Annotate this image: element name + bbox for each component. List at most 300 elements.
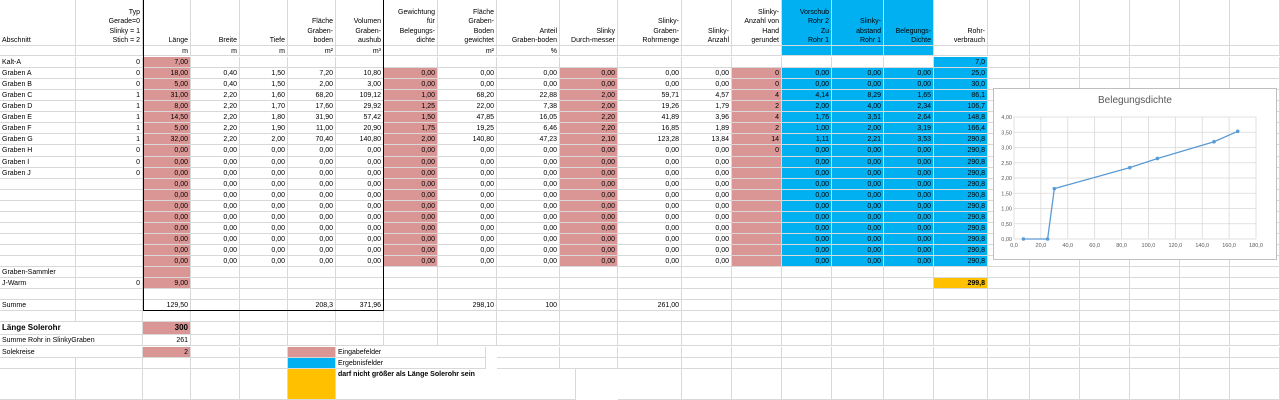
empty-cell[interactable] [1130,322,1180,335]
empty-cell[interactable] [884,46,934,56]
header-abstand[interactable] [832,0,884,46]
empty-cell[interactable] [1130,358,1180,369]
data-cell[interactable]: 0,00 [560,201,618,212]
data-cell[interactable]: 0 [76,157,143,168]
empty-cell[interactable] [1180,289,1230,300]
data-cell[interactable]: 0,00 [832,201,884,212]
data-cell[interactable] [732,234,782,245]
data-cell[interactable]: 5,00 [143,79,191,90]
empty-cell[interactable] [1030,322,1080,335]
data-cell[interactable]: 0,00 [438,168,497,179]
unit-breite[interactable]: m [191,46,240,56]
empty-cell[interactable] [682,311,732,322]
data-cell[interactable] [732,212,782,223]
empty-cell[interactable] [884,278,934,289]
row-label[interactable]: Graben F [0,123,76,134]
data-cell[interactable] [438,57,497,68]
data-cell[interactable]: 0,00 [497,256,560,267]
data-cell[interactable]: 0,00 [782,68,832,79]
empty-cell[interactable] [0,289,76,300]
empty-cell[interactable] [988,300,1030,311]
data-cell[interactable] [1180,68,1230,79]
data-cell[interactable]: 0,00 [336,201,384,212]
empty-cell[interactable] [732,369,782,400]
data-cell[interactable]: 0,00 [438,79,497,90]
data-cell[interactable]: 0,00 [336,168,384,179]
row-label[interactable] [0,245,76,256]
empty-cell[interactable] [76,311,143,322]
unit-flaeche[interactable]: m² [288,46,336,56]
data-cell[interactable]: 0,00 [884,223,934,234]
empty-cell[interactable] [934,358,988,369]
data-cell[interactable]: 2,00 [384,134,438,145]
data-cell[interactable]: 0,00 [288,201,336,212]
empty-cell[interactable] [988,289,1030,300]
empty-cell[interactable] [1180,267,1230,278]
data-cell[interactable]: 0,00 [497,79,560,90]
data-cell[interactable]: 0,00 [336,223,384,234]
empty-cell[interactable] [1180,347,1230,358]
data-cell[interactable]: 8,00 [143,101,191,112]
empty-cell[interactable] [1230,369,1280,400]
empty-cell[interactable] [934,289,988,300]
data-cell[interactable]: 0,00 [240,190,288,201]
data-cell[interactable]: 290,8 [934,145,988,156]
data-cell[interactable]: 0,00 [384,179,438,190]
empty-cell[interactable] [497,267,560,278]
empty-cell[interactable] [832,311,884,322]
data-cell[interactable] [1030,68,1080,79]
empty-cell[interactable] [832,335,884,346]
empty-cell[interactable] [1180,335,1230,346]
empty-cell[interactable] [384,335,438,346]
data-cell[interactable]: 7,20 [288,68,336,79]
data-cell[interactable]: 0,00 [832,190,884,201]
empty-cell[interactable] [988,0,1030,46]
data-cell[interactable]: 1,65 [884,90,934,101]
empty-cell[interactable] [497,289,560,300]
empty-cell[interactable] [0,358,76,369]
data-cell[interactable]: 0,00 [832,168,884,179]
empty-cell[interactable] [560,335,618,346]
data-cell[interactable]: 290,8 [934,134,988,145]
data-cell[interactable]: 3,96 [682,112,732,123]
belegungsdichte-chart[interactable] [993,88,1277,260]
data-cell[interactable]: 0,00 [438,145,497,156]
data-cell[interactable] [782,57,832,68]
data-cell[interactable]: 0,00 [782,256,832,267]
empty-cell[interactable] [240,300,288,311]
data-cell[interactable]: 86,1 [934,90,988,101]
empty-cell[interactable] [336,311,384,322]
data-cell[interactable]: 0,00 [497,168,560,179]
header-anteil[interactable] [497,0,560,46]
summe-flaeche-gewichtet[interactable]: 298,10 [438,300,497,311]
empty-cell[interactable] [1080,369,1130,400]
empty-cell[interactable] [288,278,336,289]
data-cell[interactable]: 0,00 [438,234,497,245]
data-cell[interactable]: 0,00 [191,245,240,256]
data-cell[interactable]: 0,00 [832,223,884,234]
empty-cell[interactable] [732,358,782,369]
empty-cell[interactable] [1180,311,1230,322]
data-cell[interactable]: 7,38 [497,101,560,112]
data-cell[interactable]: 0,00 [884,190,934,201]
row-label[interactable] [0,179,76,190]
empty-cell[interactable] [384,278,438,289]
data-cell[interactable]: 0,00 [832,212,884,223]
data-cell[interactable]: 0,00 [560,157,618,168]
data-cell[interactable]: 0,00 [497,234,560,245]
data-cell[interactable]: 68,20 [288,90,336,101]
data-cell[interactable]: 0,00 [884,212,934,223]
data-cell[interactable]: 0,00 [682,68,732,79]
data-cell[interactable]: 0,00 [438,256,497,267]
data-cell[interactable]: 0 [732,79,782,90]
data-cell[interactable]: 290,8 [934,168,988,179]
data-cell[interactable]: 0,00 [288,145,336,156]
data-cell[interactable]: 8,29 [832,90,884,101]
empty-cell[interactable] [1230,46,1280,56]
empty-cell[interactable] [288,322,336,335]
empty-cell[interactable] [732,322,782,335]
data-cell[interactable]: 0,00 [682,145,732,156]
header-durchmesser[interactable] [560,0,618,46]
summe-flaeche[interactable]: 208,3 [288,300,336,311]
summe-laenge[interactable]: 129,50 [143,300,191,311]
empty-cell[interactable] [618,289,682,300]
data-cell[interactable]: 0,00 [497,212,560,223]
data-cell[interactable]: 0,00 [782,212,832,223]
data-cell[interactable] [191,57,240,68]
empty-cell[interactable] [1130,0,1180,46]
data-cell[interactable]: 0,00 [682,234,732,245]
data-cell[interactable]: 0,00 [240,234,288,245]
data-cell[interactable]: 0,00 [240,157,288,168]
empty-cell[interactable] [191,289,240,300]
empty-cell[interactable] [618,278,682,289]
data-cell[interactable]: 2,21 [832,134,884,145]
warm-typ[interactable]: 0 [76,278,143,289]
data-cell[interactable]: 0,00 [618,168,682,179]
data-cell[interactable]: 0,00 [336,234,384,245]
header-rohrmenge[interactable] [618,0,682,46]
data-cell[interactable]: 0,00 [143,168,191,179]
data-cell[interactable]: 0,00 [782,168,832,179]
data-cell[interactable]: 0,00 [560,145,618,156]
data-cell[interactable]: 17,60 [288,101,336,112]
empty-cell[interactable] [1130,300,1180,311]
data-cell[interactable]: 0,00 [497,68,560,79]
data-cell[interactable]: 0,00 [497,157,560,168]
header-breite[interactable] [191,0,240,46]
data-cell[interactable]: 4 [732,112,782,123]
data-cell[interactable] [732,223,782,234]
data-cell[interactable]: 0,00 [884,168,934,179]
empty-cell[interactable] [884,289,934,300]
unit-laenge[interactable]: m [143,46,191,56]
empty-cell[interactable] [618,311,682,322]
data-cell[interactable] [384,57,438,68]
data-cell[interactable] [1130,57,1180,68]
data-cell[interactable]: 2,00 [240,134,288,145]
empty-cell[interactable] [682,358,732,369]
data-cell[interactable]: 140,80 [336,134,384,145]
data-cell[interactable]: 290,8 [934,234,988,245]
data-cell[interactable]: 0,00 [618,190,682,201]
empty-cell[interactable] [1230,267,1280,278]
legend-input-label[interactable]: Eingabefelder [336,347,486,358]
empty-cell[interactable] [1230,347,1280,358]
data-cell[interactable]: 0,00 [884,145,934,156]
empty-cell[interactable] [438,322,497,335]
empty-cell[interactable] [832,289,884,300]
solekreise-label[interactable]: Solekreise [0,347,143,358]
empty-cell[interactable] [732,289,782,300]
data-cell[interactable] [1230,68,1280,79]
empty-cell[interactable] [1130,278,1180,289]
data-cell[interactable]: 0,00 [682,168,732,179]
data-cell[interactable]: 0,00 [782,234,832,245]
data-cell[interactable]: 16,05 [497,112,560,123]
empty-cell[interactable] [288,311,336,322]
row-label[interactable]: Graben C [0,90,76,101]
row-label[interactable]: Graben I [0,157,76,168]
data-cell[interactable]: 2,64 [884,112,934,123]
data-cell[interactable]: 1,00 [384,90,438,101]
row-label[interactable]: Graben J [0,168,76,179]
empty-cell[interactable] [191,278,240,289]
data-cell[interactable]: 0 [732,145,782,156]
empty-cell[interactable] [438,267,497,278]
data-cell[interactable]: 0,00 [438,245,497,256]
data-cell[interactable] [732,157,782,168]
header-laenge[interactable] [143,0,191,46]
empty-cell[interactable] [1130,369,1180,400]
data-cell[interactable]: 0,00 [384,245,438,256]
row-label[interactable]: Graben G [0,134,76,145]
data-cell[interactable]: 123,28 [618,134,682,145]
data-cell[interactable]: 0,00 [832,234,884,245]
data-cell[interactable]: 0,00 [560,256,618,267]
data-cell[interactable]: 0,00 [682,201,732,212]
data-cell[interactable]: 0,00 [143,157,191,168]
empty-cell[interactable] [884,322,934,335]
data-cell[interactable]: 290,8 [934,212,988,223]
empty-cell[interactable] [782,322,832,335]
empty-cell[interactable] [191,335,240,346]
empty-cell[interactable] [682,347,732,358]
data-cell[interactable]: 0 [732,68,782,79]
empty-cell[interactable] [682,322,732,335]
data-cell[interactable]: 0,00 [288,234,336,245]
data-cell[interactable]: 0,00 [832,68,884,79]
data-cell[interactable]: 14 [732,134,782,145]
data-cell[interactable]: 2,20 [560,112,618,123]
summe-rohr-label[interactable]: Summe Rohr in SlinkyGraben [0,335,143,346]
data-cell[interactable]: 0,00 [832,145,884,156]
empty-cell[interactable] [732,300,782,311]
empty-cell[interactable] [560,358,618,369]
empty-cell[interactable] [336,335,384,346]
data-cell[interactable]: 0,00 [336,145,384,156]
empty-cell[interactable] [782,267,832,278]
legend-swatch-warning[interactable] [288,369,336,400]
data-cell[interactable]: 0,00 [497,179,560,190]
empty-cell[interactable] [832,267,884,278]
data-cell[interactable]: 0,00 [143,234,191,245]
data-cell[interactable]: 2,00 [560,90,618,101]
data-cell[interactable]: 0,00 [288,190,336,201]
data-cell[interactable]: 47,85 [438,112,497,123]
data-cell[interactable]: 0,00 [384,190,438,201]
data-cell[interactable]: 2,10 [560,134,618,145]
empty-cell[interactable] [988,335,1030,346]
data-cell[interactable] [240,57,288,68]
data-cell[interactable]: 2,20 [560,123,618,134]
empty-cell[interactable] [1130,289,1180,300]
empty-cell[interactable] [76,369,143,400]
empty-cell[interactable] [1130,347,1180,358]
data-cell[interactable] [884,57,934,68]
header-gerundet[interactable] [732,0,782,46]
data-cell[interactable]: 290,8 [934,256,988,267]
empty-cell[interactable] [191,358,240,369]
row-label[interactable]: Kalt-A [0,57,76,68]
empty-cell[interactable] [191,369,240,400]
empty-cell[interactable] [782,347,832,358]
empty-cell[interactable] [732,267,782,278]
empty-cell[interactable] [782,289,832,300]
empty-cell[interactable] [884,267,934,278]
empty-cell[interactable] [1080,335,1130,346]
empty-cell[interactable] [384,311,438,322]
empty-cell[interactable] [240,369,288,400]
empty-cell[interactable] [682,289,732,300]
data-cell[interactable]: 25,0 [934,68,988,79]
data-cell[interactable]: 1,50 [240,68,288,79]
data-cell[interactable]: 0,40 [191,79,240,90]
data-cell[interactable]: 0,00 [384,201,438,212]
empty-cell[interactable] [240,311,288,322]
empty-cell[interactable] [832,278,884,289]
empty-cell[interactable] [560,46,618,56]
data-cell[interactable]: 0,00 [240,201,288,212]
empty-cell[interactable] [988,322,1030,335]
data-cell[interactable]: 0,00 [288,179,336,190]
empty-cell[interactable] [682,335,732,346]
data-cell[interactable]: 2,20 [191,101,240,112]
data-cell[interactable]: 0,00 [782,179,832,190]
empty-cell[interactable] [497,322,560,335]
empty-cell[interactable] [832,300,884,311]
summe-rohrmenge[interactable]: 261,00 [618,300,682,311]
data-cell[interactable] [288,57,336,68]
data-cell[interactable]: 290,8 [934,179,988,190]
empty-cell[interactable] [560,322,618,335]
row-label[interactable] [0,234,76,245]
data-cell[interactable] [1130,68,1180,79]
data-cell[interactable]: 290,8 [934,223,988,234]
empty-cell[interactable] [1080,46,1130,56]
empty-cell[interactable] [832,46,884,56]
empty-cell[interactable] [1080,0,1130,46]
data-cell[interactable]: 290,8 [934,201,988,212]
empty-cell[interactable] [934,311,988,322]
data-cell[interactable]: 11,00 [288,123,336,134]
empty-cell[interactable] [384,267,438,278]
data-cell[interactable]: 0,00 [618,145,682,156]
data-cell[interactable]: 0 [76,68,143,79]
row-label[interactable] [0,223,76,234]
data-cell[interactable]: 0,00 [143,256,191,267]
data-cell[interactable]: 0 [76,57,143,68]
data-cell[interactable]: 2,20 [191,134,240,145]
data-cell[interactable] [76,223,143,234]
empty-cell[interactable] [1130,46,1180,56]
warm-label[interactable]: J-Warm [0,278,76,289]
data-cell[interactable]: 2,00 [560,101,618,112]
data-cell[interactable]: 0,00 [682,245,732,256]
empty-cell[interactable] [1180,0,1230,46]
empty-cell[interactable] [0,369,76,400]
data-cell[interactable]: 0,00 [560,68,618,79]
empty-cell[interactable] [288,335,336,346]
data-cell[interactable]: 57,42 [336,112,384,123]
data-cell[interactable]: 0,00 [288,157,336,168]
data-cell[interactable]: 0,00 [560,190,618,201]
data-cell[interactable] [732,190,782,201]
empty-cell[interactable] [560,311,618,322]
unit-flaeche_gew[interactable]: m² [438,46,497,56]
empty-cell[interactable] [1230,300,1280,311]
data-cell[interactable]: 0,00 [884,157,934,168]
data-cell[interactable]: 0,00 [143,245,191,256]
data-cell[interactable]: 0,00 [336,212,384,223]
empty-cell[interactable] [240,335,288,346]
empty-cell[interactable] [782,358,832,369]
data-cell[interactable] [732,179,782,190]
header-flaeche[interactable] [288,0,336,46]
empty-cell[interactable] [1230,289,1280,300]
data-cell[interactable]: 1 [76,123,143,134]
data-cell[interactable]: 0,00 [884,201,934,212]
data-cell[interactable]: 0,00 [240,145,288,156]
empty-cell[interactable] [384,322,438,335]
data-cell[interactable]: 0,00 [682,212,732,223]
data-cell[interactable]: 0,00 [497,190,560,201]
unit-volumen[interactable]: m³ [336,46,384,56]
empty-cell[interactable] [1080,289,1130,300]
empty-cell[interactable] [384,300,438,311]
empty-cell[interactable] [497,358,560,369]
empty-cell[interactable] [0,311,76,322]
empty-cell[interactable] [618,358,682,369]
data-cell[interactable]: 0,00 [384,168,438,179]
empty-cell[interactable] [618,335,682,346]
data-cell[interactable]: 19,25 [438,123,497,134]
data-cell[interactable]: 0,00 [618,68,682,79]
empty-cell[interactable] [191,322,240,335]
empty-cell[interactable] [1030,311,1080,322]
empty-cell[interactable] [1080,300,1130,311]
empty-cell[interactable] [1180,278,1230,289]
empty-cell[interactable] [618,46,682,56]
data-cell[interactable]: 0,00 [240,179,288,190]
data-cell[interactable] [76,212,143,223]
summe-rohr-value[interactable]: 261 [143,335,191,346]
empty-cell[interactable] [1130,267,1180,278]
